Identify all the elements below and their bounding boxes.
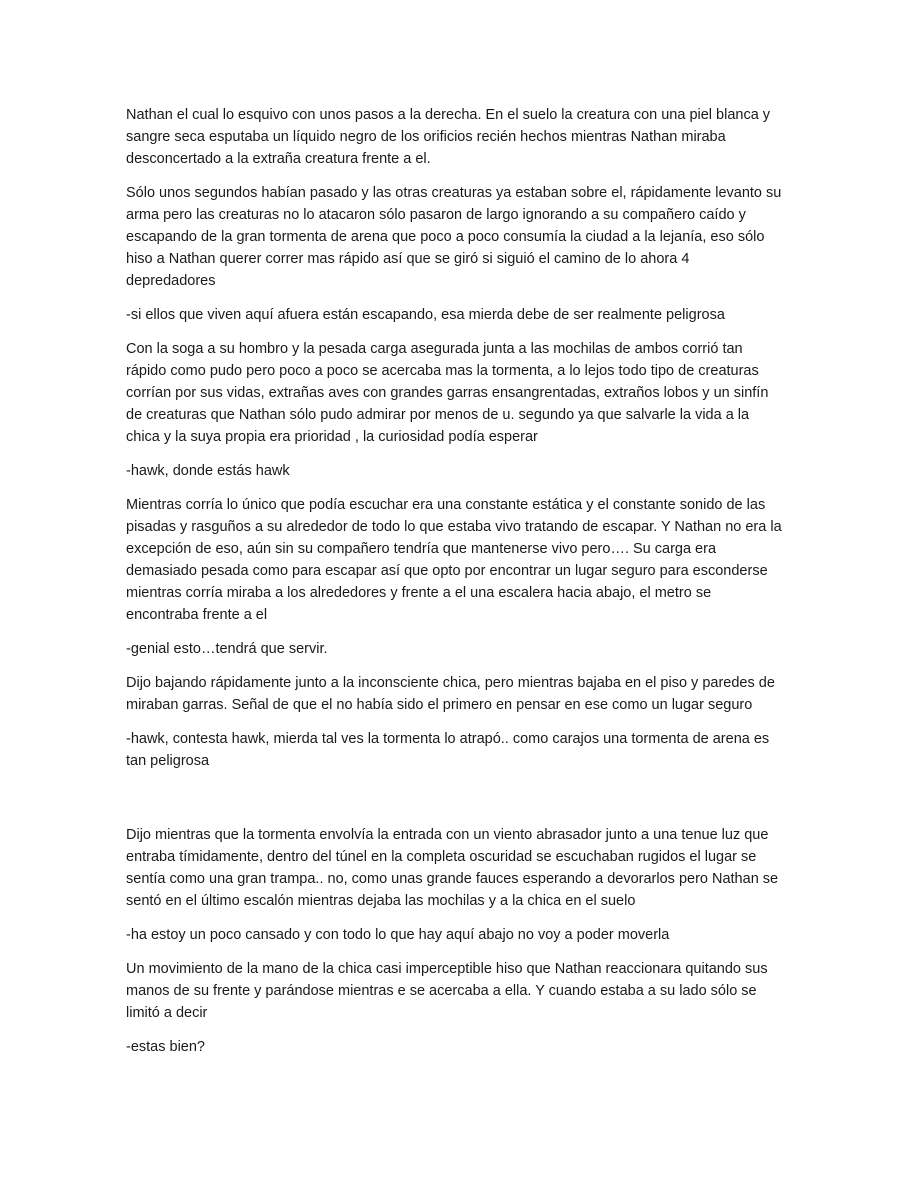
paragraph: Con la soga a su hombro y la pesada carga asegurada junta a las mochilas de ambos corrió tan rápido como pudo pero poco a poco se acercaba mas la tormenta, a lo lejos todo tipo de creaturas corrían por sus vidas, extrañas aves con grandes garras ensangrentadas, extraños lobos y un sinfín de creaturas que Nathan sólo pudo admirar por menos de u. segundo ya que salvarle la vida a la chica y la suya propia era prioridad , la curiosidad podía esperar — [126, 341, 769, 445]
dialogue-line: -estas bien? — [126, 1039, 205, 1055]
paragraph: Dijo mientras que la tormenta envolvía la entrada con un viento abrasador junto a una tenue luz que entraba tímidamente, dentro del túnel en la completa oscuridad se escuchaban rugidos el lugar se sentía como una gran trampa.. no, como unas grande fauces esperando a devorarlos pero Nathan se sentó en el último escalón mientras dejaba las mochilas y a la chica en el suelo — [126, 827, 779, 909]
paragraph: Nathan el cual lo esquivo con unos pasos a la derecha. En el suelo la creatura con una piel blanca y sangre seca esputaba un líquido negro de los orificios recién hechos mientras Nathan miraba desconcertado a la extraña creatura frente a el. — [126, 107, 771, 167]
dialogue-line: -hawk, donde estás hawk — [126, 463, 290, 479]
paragraph: Dijo bajando rápidamente junto a la inconsciente chica, pero mientras bajaba en el piso y paredes de miraban garras. Señal de que el no había sido el primero en pensar en ese como un lugar seguro — [126, 675, 775, 713]
dialogue-line: -hawk, contesta hawk, mierda tal ves la tormenta lo atrapó.. como carajos una tormenta de arena es tan peligrosa — [126, 731, 770, 769]
blank-space — [126, 784, 782, 824]
document-body — [126, 104, 782, 1070]
paragraph: Mientras corría lo único que podía escuchar era una constante estática y el constante sonido de las pisadas y rasguños a su alrededor de todo lo que estaba vivo tratando de escapar. Y Nathan no era la excepción de eso, aún sin su compañero tendría que mantenerse vivo pero…. Su carga era demasiado pesada como para escapar así que opto por encontrar un lugar seguro para esconderse mientras corría miraba a los alrededores y frente a el una escalera hacia abajo, el metro se encontraba frente a el — [126, 497, 782, 623]
dialogue-line: -si ellos que viven aquí afuera están escapando, esa mierda debe de ser realmente peligrosa — [126, 307, 725, 323]
paragraph: Un movimiento de la mano de la chica casi imperceptible hiso que Nathan reaccionara quitando sus manos de su frente y parándose mientras e se acercaba a ella. Y cuando estaba a su lado sólo se limitó a decir — [126, 961, 768, 1021]
paragraph: Sólo unos segundos habían pasado y las otras creaturas ya estaban sobre el, rápidamente levanto su arma pero las creaturas no lo atacaron sólo pasaron de largo ignorando a su compañero caído y escapando de la gran tormenta de arena que poco a poco consumía la ciudad a la lejanía, eso sólo hiso a Nathan querer correr mas rápido así que se giró si siguió el camino de lo ahora 4 depredadores — [126, 185, 782, 289]
dialogue-line: -ha estoy un poco cansado y con todo lo que hay aquí abajo no voy a poder moverla — [126, 927, 670, 943]
dialogue-line: -genial esto…tendrá que servir. — [126, 641, 328, 657]
